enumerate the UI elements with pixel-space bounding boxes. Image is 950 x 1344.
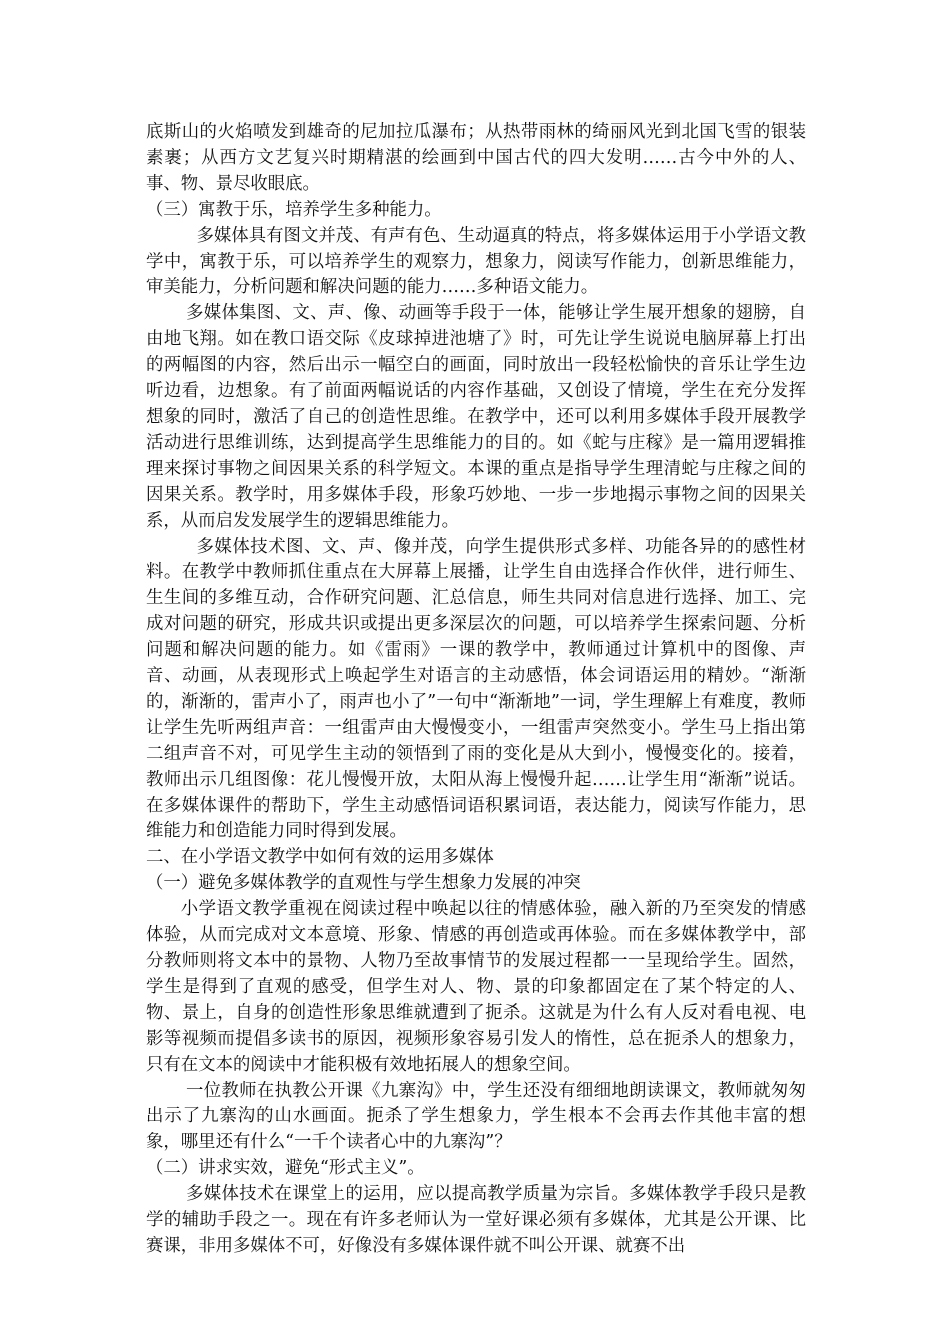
paragraph-continuation: 底斯山的火焰喷发到雄奇的尼加拉瓜瀑布；从热带雨林的绮丽风光到北国飞雪的银装素裹；从西方文艺复兴时期精湛的绘画到中国古代的四大发明……古今中外的人、事、物、景尽收眼底。 <box>146 122 806 194</box>
paragraph-multimedia-features: 多媒体具有图文并茂、有声有色、生动逼真的特点，将多媒体运用于小学语文教学中，寓教于乐，可以培养学生的观察力，想象力，阅读写作能力，创新思维能力，审美能力，分析问题和解决问题的能力……多种语文能力。 <box>146 225 806 298</box>
section-heading-2-1: （一）避免多媒体教学的直观性与学生想象力发展的冲突 <box>146 873 581 894</box>
section-heading-2-2: （二）讲求实效，避免“形式主义”。 <box>146 1158 425 1179</box>
paragraph-jiuzhaigou-example: 一位教师在执教公开课《九寨沟》中，学生还没有细细地朗读课文，教师就匆匆出示了九寨沟的山水画面。扼杀了学生想象力，学生根本不会再去作其他丰富的想象，哪里还有什么“一千个读者心中的九寨沟”？ <box>146 1080 806 1153</box>
section-heading-3: （三）寓教于乐，培养学生多种能力。 <box>146 199 442 220</box>
document-page <box>146 120 806 1260</box>
paragraph-imagination: 多媒体集图、文、声、像、动画等手段于一体，能够让学生展开想象的翅膀，自由地飞翔。如在教口语交际《皮球掉进池塘了》时，可先让学生说说电脑屏幕上打出的两幅图的内容，然后出示一幅空白的画面，同时放出一段轻松愉快的音乐让学生边听边看，边想象。有了前面两幅说话的内容作基础，又创设了情境，学生在充分发挥想象的同时，激活了自己的创造性思维。在教学中，还可以利用多媒体手段开展教学活动进行思维训练，达到提高学生思维能力的目的。如《蛇与庄稼》是一篇用逻辑推理来探讨事物之间因果关系的科学短文。本课的重点是指导学生理清蛇与庄稼之间的因果关系。教学时，用多媒体手段，形象巧妙地、一步一步地揭示事物之间的因果关系，从而启发发展学生的逻辑思维能力。 <box>146 303 806 531</box>
paragraph-reading-experience: 小学语文教学重视在阅读过程中唤起以往的情感体验，融入新的乃至突发的情感体验，从而完成对文本意境、形象、情感的再创造或再体验。而在多媒体教学中，部分教师则将文本中的景物、人物乃至故事情节的发展过程都一一呈现给学生。固然，学生是得到了直观的感受，但学生对人、物、景的印象都固定在了某个特定的人、物、景上，自身的创造性形象思维就遭到了扼杀。这就是为什么有人反对看电视、电影等视频而提倡多读书的原因，视频形象容易引发人的惰性，总在扼杀人的想象力，只有在文本的阅读中才能积极有效地拓展人的想象空间。 <box>146 899 806 1075</box>
paragraph-perceptual-materials: 多媒体技术图、文、声、像并茂，向学生提供形式多样、功能各异的的感性材料。在教学中教师抓住重点在大屏幕上展播，让学生自由选择合作伙伴，进行师生、生生间的多维互动，合作研究问题、汇总信息，师生共同对信息进行选择、加工、完成对问题的研究，形成共识或提出更多深层次的问题，可以培养学生探索问题、分析问题和解决问题的能力。如《雷雨》一课的教学中，教师通过计算机中的图像、声音、动画，从表现形式上唤起学生对语言的主动感悟，体会词语运用的精妙。“渐渐的，渐渐的，雷声小了，雨声也小了”一句中“渐渐地”一词，学生理解上有难度，教师让学生先听两组声音：一组雷声由大慢慢变小，一组雷声突然变小。学生马上指出第二组声音不对，可见学生主动的领悟到了雨的变化是从大到小，慢慢变化的。接着，教师出示几组图像：花儿慢慢开放，太阳从海上慢慢升起……让学生用“渐渐”说话。在多媒体课件的帮助下，学生主动感悟词语积累词语，表达能力，阅读写作能力，思维能力和创造能力同时得到发展。 <box>146 536 806 842</box>
paragraph-practical-effect: 多媒体技术在课堂上的运用，应以提高教学质量为宗旨。多媒体教学手段只是教学的辅助手段之一。现在有许多老师认为一堂好课必须有多媒体，尤其是公开课、比赛课，非用多媒体不可，好像没有多媒体课件就不叫公开课、就赛不出 <box>146 1184 806 1256</box>
chapter-heading-2: 二、在小学语文教学中如何有效的运用多媒体 <box>146 847 494 868</box>
